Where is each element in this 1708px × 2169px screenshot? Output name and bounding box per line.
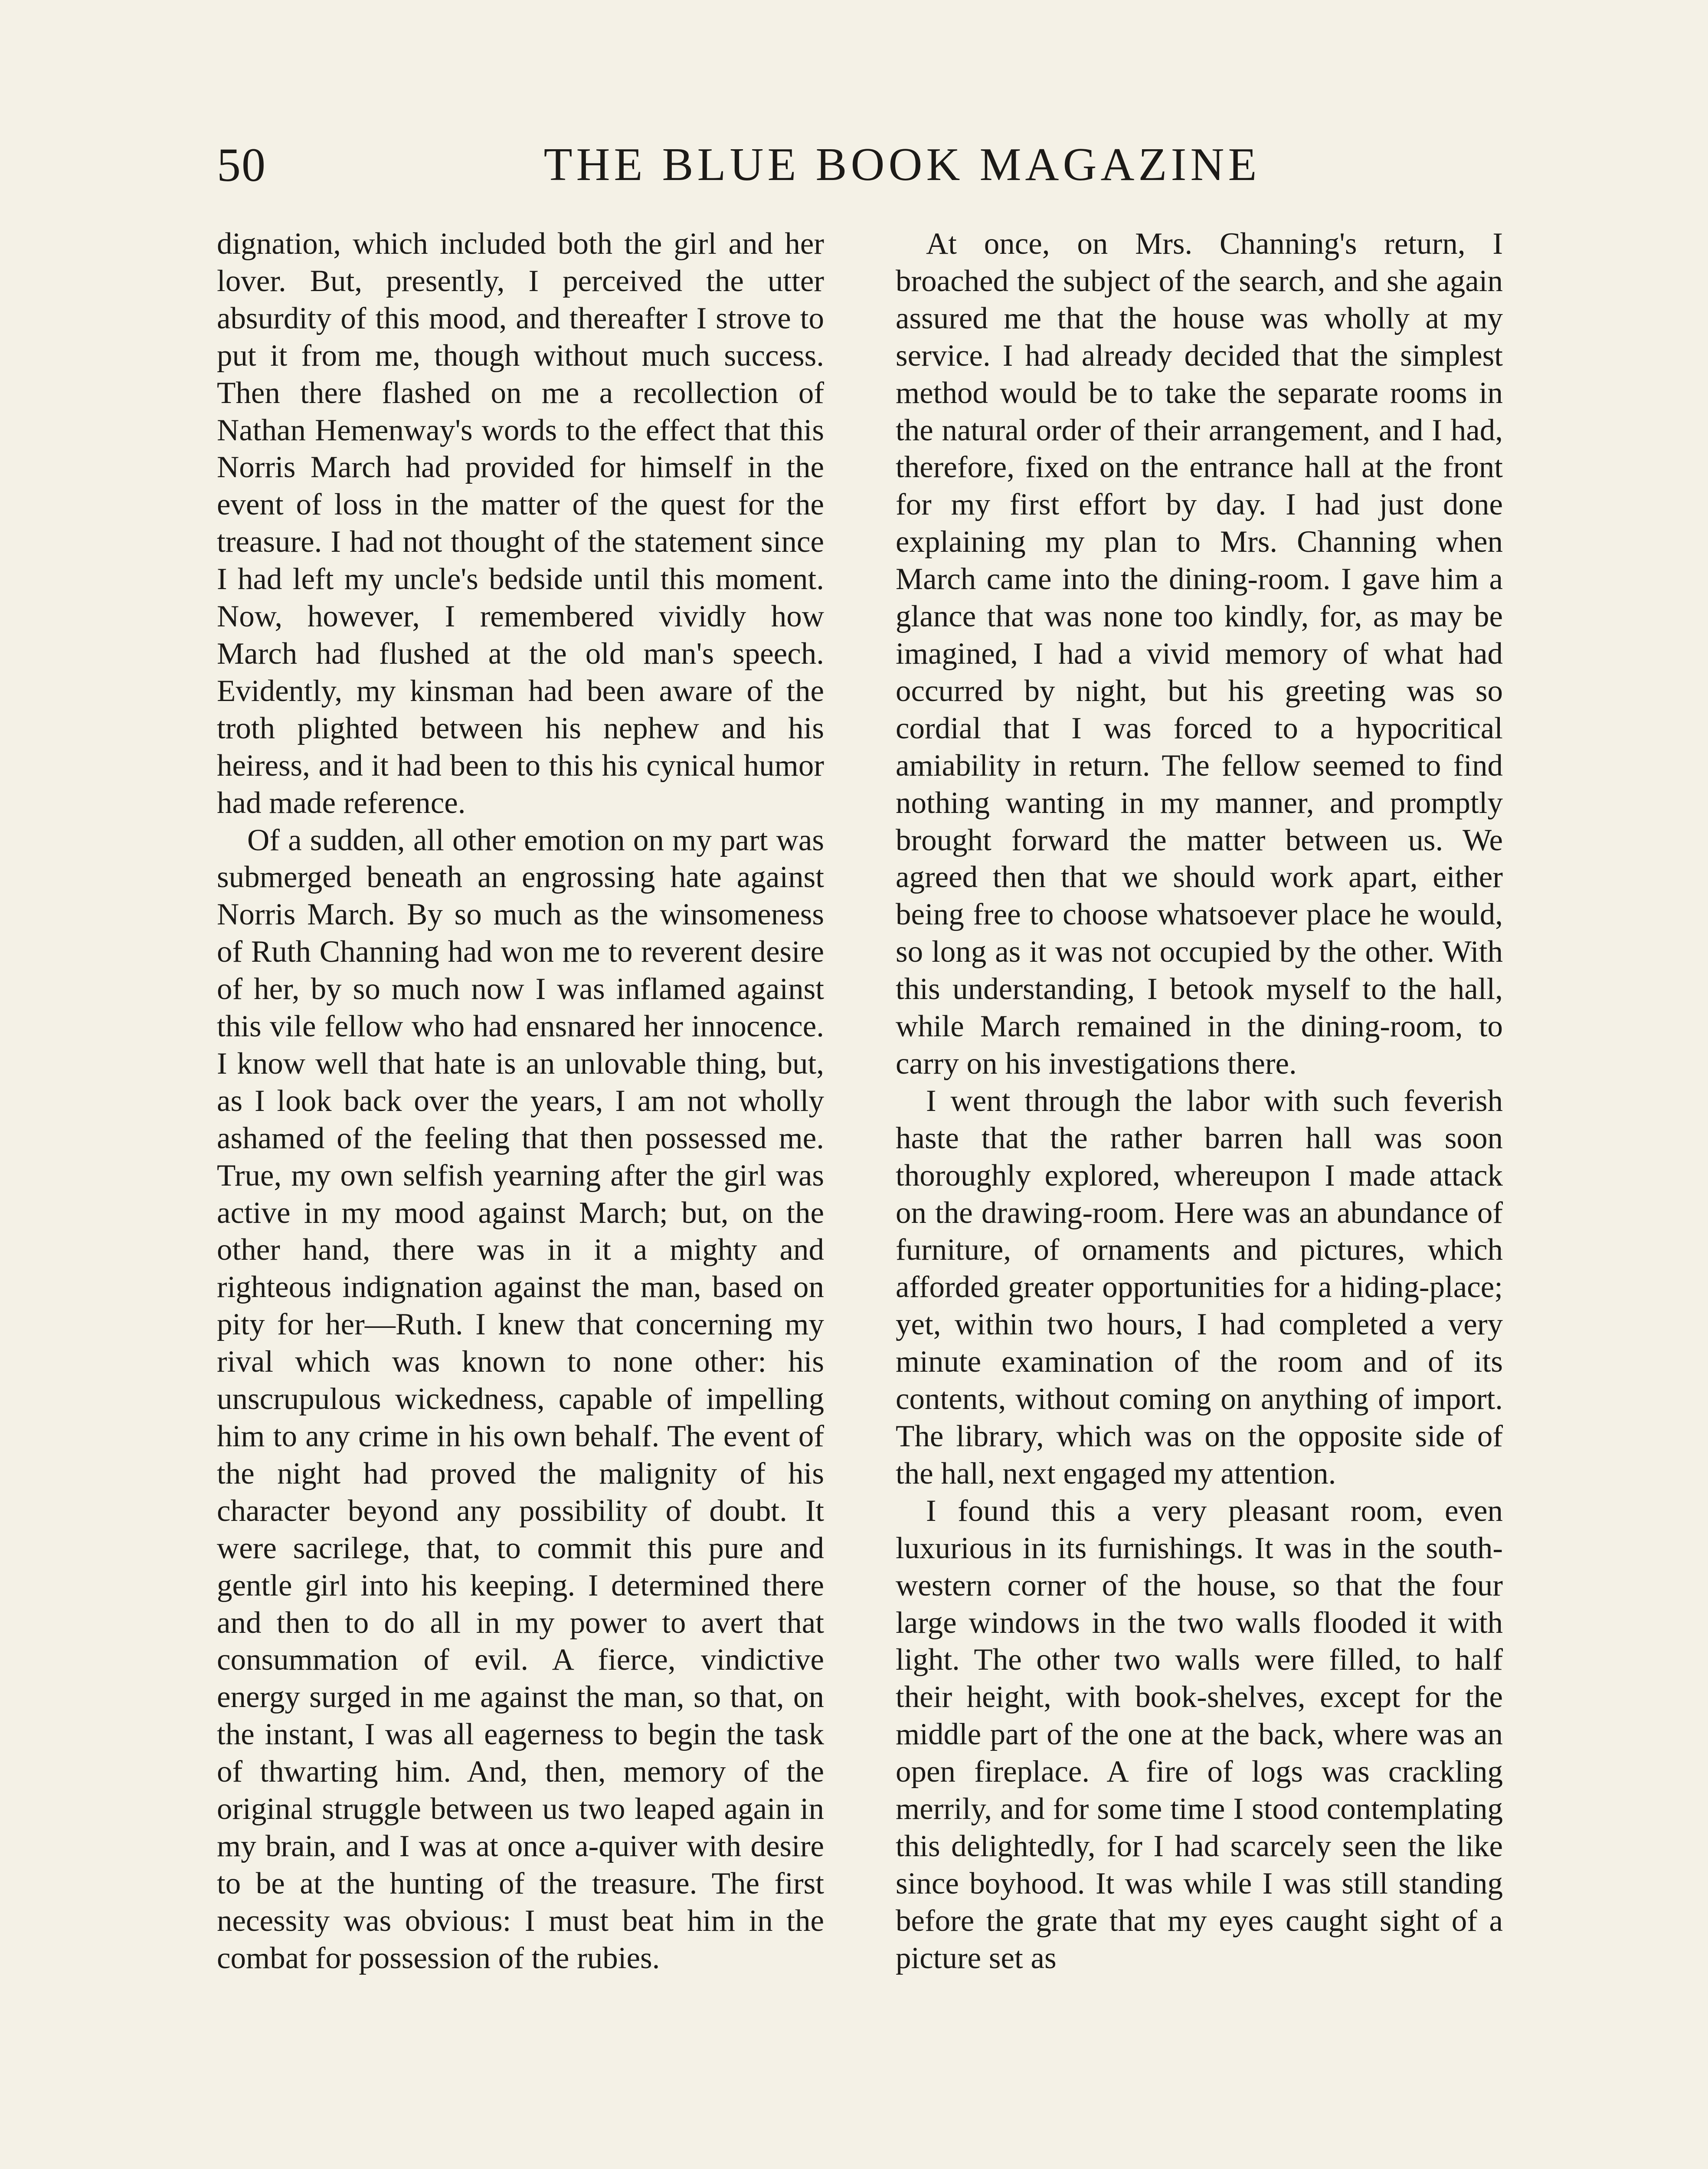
paragraph: At once, on Mrs. Channing's return, I broached the subject of the search, and she again assured me that the house was wholly at my service. I had already decided that the simplest method would be to take the separate rooms in the natural order of their arrangement, and I had, therefore, fixed on the entrance hall at the front for my first effort by day. I had just done explaining my plan to Mrs. Channing when March came into the dining-room. I gave him a glance that was none too kindly, for, as may be imagined, I had a vivid memory of what had occurred by night, but his greeting was so cordial that I was forced to a hypocritical amiability in return. The fellow seemed to find nothing wanting in my manner, and promptly brought forward the matter between us. We agreed then that we should work apart, either being free to choose whatsoever place he would, so long as it was not occupied by the other. With this understanding, I betook myself to the hall, while March remained in the dining-room, to carry on his investigations there. [896,227,1503,1081]
article-body [217,226,1501,2169]
paragraph: I found this a very pleasant room, even luxurious in its furnishings. It was in the south-western corner of the house, so that the four large windows in the two walls flooded it with light. The other two walls were filled, to half their height, with book-shelves, except for the middle part of the one at the back, where was an open fireplace. A fire of logs was crackling merrily, and for some time I stood contemplating this delightedly, for I had scarcely seen the like since boyhood. It was while I was still standing before the grate that my eyes caught sight of a picture set as [896,1494,1503,1975]
page-number: 50 [217,138,266,191]
paragraph: I went through the labor with such feverish haste that the rather barren hall was soon thoroughly explored, whereupon I made attack on the drawing-room. Here was an abundance of furniture, of ornaments and pictures, which afforded greater opportunities for a hiding-place; yet, within two hours, I had completed a very minute examination of the room and of its contents, without coming on anything of import. The library, which was on the opposite side of the hall, next engaged my attention. [896,1084,1503,1491]
paragraph: dignation, which included both the girl and her lover. But, presently, I perceived the utter absurdity of this mood, and thereafter I strove to put it from me, though without much success. Then there flashed on me a recollection of Nathan Hemenway's words to the effect that this Norris March had provided for himself in the event of loss in the matter of the quest for the treasure. I had not thought of the statement since I had left my uncle's bedside until this moment. Now, however, I remembered vividly how March had flushed at the old man's speech. Evidently, my kinsman had been aware of the troth plighted between his nephew and his heiress, and it had been to this his cynical humor had made reference. [217,227,824,820]
right-column [896,226,1503,2169]
magazine-title: THE BLUE BOOK MAGAZINE [543,139,1261,190]
paragraph: Of a sudden, all other emotion on my part was submerged beneath an engrossing hate against Norris March. By so much as the winsomeness of Ruth Channing had won me to reverent desire of her, by so much now I was inflamed against this vile fellow who had ensnared her innocence. I know well that hate is an unlovable thing, but, as I look back over the years, I am not wholly ashamed of the feeling that then possessed me. True, my own selfish yearning after the girl was active in my mood against March; but, on the other hand, there was in it a mighty and righteous indignation against the man, based on pity for her—Ruth. I knew that concerning my rival which was known to none other: his unscrupulous wickedness, capable of impelling him to any crime in his own behalf. The event of the night had proved the malignity of his character beyond any possibility of doubt. It were sacrilege, that, to commit this pure and gentle girl into his keeping. I determined there and then to do all in my power to avert that consummation of evil. A fierce, vindictive energy surged in me against the man, so that, on the instant, I was all eagerness to begin the task of thwarting him. And, then, memory of the original struggle between us two leaped again in my brain, and I was at once a-quiver with desire to be at the hunting of the treasure. The first necessity was obvious: I must beat him in the combat for possession of the rubies. [217,823,824,1975]
left-column [217,226,824,2169]
page-header [217,130,1501,200]
